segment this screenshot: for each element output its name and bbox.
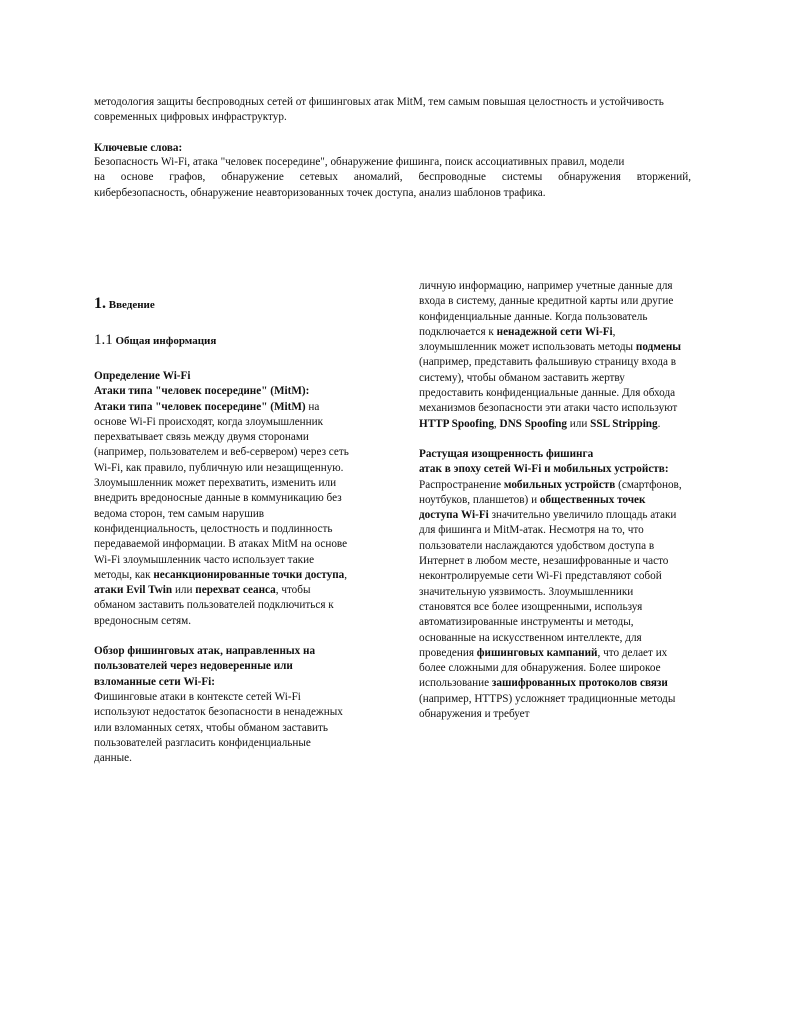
overview-title: взломанные сети Wi-Fi: bbox=[94, 675, 216, 688]
paragraph-line: (например, HTTPS) усложняет традиционные методы bbox=[419, 692, 676, 705]
paragraph-line: передаваемой информации. В атаках MitM на основе bbox=[94, 538, 348, 551]
paragraph-line: Распространение мобильных устройств (смартфонов, bbox=[419, 478, 682, 491]
paragraph-line: Злоумышленник может перехватить, изменить или bbox=[94, 477, 337, 490]
paragraph-line: используют недостаток безопасности в ненадежных bbox=[94, 706, 343, 719]
paragraph-line: систему), чтобы обманом заставить жертву bbox=[419, 371, 625, 384]
paragraph-line: проведения фишинговых кампаний, что делает их bbox=[419, 646, 668, 659]
keywords-line: кибербезопасность, обнаружение неавторизованных точек доступа, анализ шаблонов трафика. bbox=[94, 186, 546, 199]
paragraph-line: основанные на искусственном интеллекте, для bbox=[419, 631, 642, 644]
paragraph-line: личную информацию, например учетные данные для bbox=[419, 280, 673, 292]
paragraph-line: пользователи наслаждаются удобством доступа в bbox=[419, 539, 655, 552]
paragraph-line: ноутбуков, планшетов) и общественных точек bbox=[419, 493, 646, 506]
paragraph-line: Wi-Fi злоумышленник часто использует такие bbox=[94, 553, 315, 566]
paragraph-line: для фишинга и MitM-атак. Несмотря на то, что bbox=[419, 524, 644, 537]
paragraph-line: злоумышленник может использовать методы подмены bbox=[419, 341, 682, 354]
keywords-line: Безопасность Wi-Fi, атака "человек посередине", обнаружение фишинга, поиск ассоциативных правил, модели bbox=[94, 156, 625, 168]
paragraph-line: подключается к ненадежной сети Wi-Fi, bbox=[419, 325, 616, 338]
paragraph-line: доступа Wi-Fi значительно увеличило площадь атаки bbox=[419, 509, 677, 522]
intro-paragraph bbox=[94, 95, 694, 126]
section-heading bbox=[94, 296, 155, 313]
paragraph-line: становятся все более изощренными, используя bbox=[419, 600, 643, 613]
mitm-title: Атаки типа "человек посередине" (MitM): bbox=[94, 385, 310, 398]
subsection-number: 1.1 bbox=[94, 332, 113, 348]
paragraph-line: перехватывает связь между двумя сторонами bbox=[94, 431, 309, 444]
paragraph-line: конфиденциальность, целостность и подлинность bbox=[94, 522, 333, 535]
paragraph-line: атаки Evil Twin или перехват сеанса, чтобы bbox=[94, 584, 311, 597]
paragraph-line: внедрить вредоносные данные в коммуникацию без bbox=[94, 492, 342, 505]
paragraph-line: методы, как несанкционированные точки доступа, bbox=[94, 568, 348, 581]
paragraph-line: данные. bbox=[94, 752, 132, 765]
paragraph-line: использование зашифрованных протоколов связи bbox=[419, 677, 668, 690]
paragraph-line: более сложными для обнаружения. Более широкое bbox=[419, 662, 661, 675]
paragraph-line: предоставить конфиденциальные данные. Для обхода bbox=[419, 387, 676, 400]
paragraph-line: Фишинговые атаки в контексте сетей Wi-Fi bbox=[94, 690, 301, 703]
paragraph-line: неконтролируемые сети Wi-Fi представляют собой bbox=[419, 570, 662, 583]
paragraph-line: механизмов безопасности эти атаки часто используют bbox=[419, 402, 678, 415]
right-column bbox=[419, 279, 719, 722]
paragraph-line: значительную уязвимость. Злоумышленники bbox=[419, 585, 634, 598]
paragraph-line: обманом заставить пользователей подключиться к bbox=[94, 599, 334, 612]
paragraph-line: пользователей разгласить конфиденциальные bbox=[94, 736, 311, 749]
paragraph-line: Атаки типа "человек посередине" (MitM) на bbox=[94, 400, 320, 413]
intro-line: современных цифровых инфраструктур. bbox=[94, 111, 287, 124]
subsection-title: Общая информация bbox=[115, 335, 217, 347]
growth-title: Растущая изощренность фишинга bbox=[419, 447, 594, 460]
left-column bbox=[94, 369, 369, 766]
paragraph-line: Интернет в любом месте, незашифрованные и часто bbox=[419, 555, 669, 568]
overview-title: Обзор фишинговых атак, направленных на bbox=[94, 645, 316, 658]
keywords-title: Ключевые слова: bbox=[94, 142, 183, 154]
overview-title: пользователей через недоверенные или bbox=[94, 660, 293, 673]
paragraph-line: ведома сторон, тем самым нарушив bbox=[94, 507, 265, 520]
paragraph-line: основе Wi-Fi происходят, когда злоумышленник bbox=[94, 415, 324, 428]
section-number: 1. bbox=[94, 295, 106, 312]
paragraph-line: или взломанных сетях, чтобы обманом заставить bbox=[94, 721, 328, 734]
paragraph-line: входа в систему, данные кредитной карты или другие bbox=[419, 295, 674, 308]
paragraph-line: Wi-Fi, как правило, публичную или незащищенную. bbox=[94, 461, 344, 474]
keywords-text bbox=[94, 155, 691, 201]
section-title: Введение bbox=[108, 299, 155, 311]
paragraph-line: (например, представить фальшивую страницу входа в bbox=[419, 356, 677, 369]
paragraph-line: вредоносным сетям. bbox=[94, 614, 192, 627]
paragraph-line: обнаружения и требует bbox=[419, 708, 530, 721]
paragraph-line: автоматизированные инструменты и методы, bbox=[419, 616, 634, 629]
growth-title: атак в эпоху сетей Wi-Fi и мобильных устройств: bbox=[419, 463, 669, 476]
paragraph-line: конфиденциальные данные. Когда пользователь bbox=[419, 310, 648, 323]
intro-line: методология защиты беспроводных сетей от фишинговых атак MitM, тем самым повышая целостность и устойчивость bbox=[94, 96, 664, 108]
paragraph-line: HTTP Spoofing, DNS Spoofing или SSL Stripping. bbox=[419, 417, 661, 430]
paragraph-line: (например, пользователем и веб-сервером) через сеть bbox=[94, 446, 349, 459]
keywords-line: на основе графов, обнаружение сетевых аномалий, беспроводные системы обнаружения вторжений, bbox=[94, 171, 691, 184]
subsection-heading bbox=[94, 333, 216, 349]
wifi-definition-title: Определение Wi-Fi bbox=[94, 370, 191, 382]
